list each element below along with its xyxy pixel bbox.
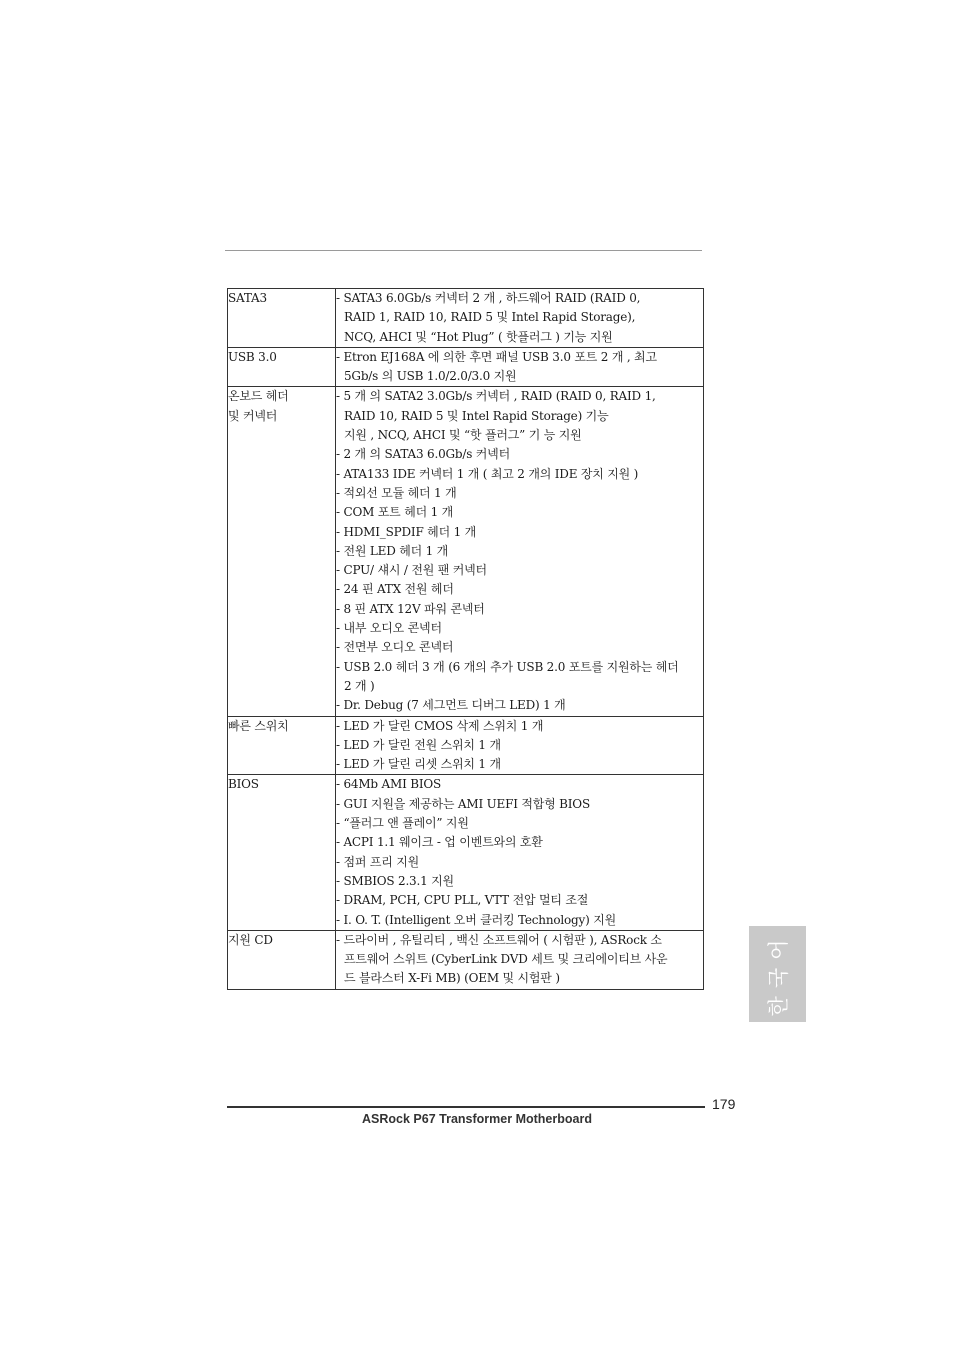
spec-item — [336, 911, 703, 930]
spec-item-text: - 2 개 의 SATA3 6.0Gb/s 커넥터 — [336, 447, 510, 462]
spec-label: 온보드 헤더 — [228, 389, 289, 404]
spec-item-text: - SMBIOS 2.3.1 지원 — [336, 873, 454, 888]
spec-label-cell — [228, 289, 336, 348]
spec-item-text: - LED 가 달린 리셋 스위치 1 개 — [336, 757, 501, 772]
spec-item-text: - COM 포트 헤더 1 개 — [336, 505, 454, 520]
spec-item-text: - 전원 LED 헤더 1 개 — [336, 543, 449, 558]
spec-item — [336, 289, 703, 347]
spec-item-text: - “플러그 앤 플레이” 지원 — [336, 816, 469, 831]
spec-item — [336, 465, 703, 484]
spec-item-continuation: 2 개 ) — [344, 678, 375, 693]
spec-items-cell — [336, 289, 704, 348]
spec-item — [336, 619, 703, 638]
spec-item — [336, 561, 703, 580]
spec-label-cell — [228, 775, 336, 930]
spec-item-continuation: RAID 10, RAID 5 및 Intel Rapid Storage) 기능 — [344, 408, 609, 423]
spec-item — [336, 542, 703, 561]
spec-row — [228, 716, 704, 775]
language-label: 한국어 — [766, 931, 791, 1017]
spec-item-text: - HDMI_SPDIF 헤더 1 개 — [336, 524, 477, 539]
spec-item-text: - SATA3 6.0Gb/s 커넥터 2 개 , 하드웨어 RAID (RAID 0, — [336, 291, 641, 305]
spec-item — [336, 931, 703, 989]
spec-item-text: - Etron EJ168A 에 의한 후면 패널 USB 3.0 포트 2 개 , 최고 — [336, 349, 657, 364]
spec-item-text: - 드라이버 , 유틸리티 , 백신 소프트웨어 ( 시험판 ), ASRock 소 — [336, 932, 662, 947]
spec-item-text: - CPU/ 섀시 / 전원 팬 커넥터 — [336, 563, 487, 578]
spec-item — [336, 833, 703, 852]
spec-label: 빠른 스위치 — [228, 718, 289, 733]
spec-items-cell — [336, 930, 704, 989]
spec-item-continuation: 5Gb/s 의 USB 1.0/2.0/3.0 지원 — [344, 369, 517, 384]
spec-item-text: - 내부 오디오 콘넥터 — [336, 621, 442, 636]
spec-row — [228, 347, 704, 387]
spec-item — [336, 891, 703, 910]
spec-item-text: - LED 가 달린 CMOS 삭제 스위치 1 개 — [336, 718, 544, 733]
spec-item-text: - 점퍼 프리 지원 — [336, 854, 420, 869]
spec-label-cell — [228, 347, 336, 387]
spec-item-text: - 8 핀 ATX 12V 파워 콘넥터 — [336, 601, 485, 616]
language-side-tab — [749, 926, 806, 1022]
spec-label: SATA3 — [228, 291, 267, 305]
spec-item-continuation: 지원 , NCQ, AHCI 및 “핫 플러그” 기 능 지원 — [344, 428, 582, 443]
spec-item — [336, 580, 703, 599]
spec-item-text: - 적외선 모듈 헤더 1 개 — [336, 485, 457, 500]
spec-label-cell — [228, 387, 336, 716]
top-rule — [225, 250, 702, 251]
spec-item — [336, 348, 703, 387]
spec-item — [336, 658, 703, 697]
spec-item — [336, 814, 703, 833]
spec-item — [336, 445, 703, 464]
spec-item — [336, 523, 703, 542]
spec-item — [336, 795, 703, 814]
spec-label: 지원 CD — [228, 932, 273, 947]
spec-item — [336, 638, 703, 657]
spec-item-text: - I. O. T. (Intelligent 오버 클러킹 Technology) 지원 — [336, 912, 616, 927]
spec-row — [228, 775, 704, 930]
spec-row — [228, 930, 704, 989]
spec-item — [336, 853, 703, 872]
spec-item — [336, 484, 703, 503]
spec-item-text: - 64Mb AMI BIOS — [336, 777, 442, 792]
spec-label-cell — [228, 716, 336, 775]
spec-item-continuation: NCQ, AHCI 및 “Hot Plug” ( 핫플러그 ) 기능 지원 — [344, 329, 613, 344]
spec-item-text: - GUI 지원을 제공하는 AMI UEFI 적합형 BIOS — [336, 796, 590, 811]
spec-item — [336, 600, 703, 619]
spec-item-continuation: 프트웨어 스위트 (CyberLink DVD 세트 및 크리에이티브 사운 — [344, 952, 668, 967]
spec-items-cell — [336, 387, 704, 716]
spec-item — [336, 696, 703, 715]
spec-item-text: - Dr. Debug (7 세그먼트 디버그 LED) 1 개 — [336, 698, 566, 713]
footer-rule — [227, 1106, 705, 1108]
spec-item — [336, 755, 703, 774]
spec-item-text: - LED 가 달린 전원 스위치 1 개 — [336, 737, 501, 752]
spec-item — [336, 717, 703, 736]
spec-item-text: - 전면부 오디오 콘넥터 — [336, 640, 454, 655]
spec-items-cell — [336, 775, 704, 930]
footer-title: ASRock P67 Transformer Motherboard — [362, 1112, 592, 1126]
spec-label: USB 3.0 — [228, 349, 277, 364]
spec-items-cell — [336, 347, 704, 387]
spec-item — [336, 387, 703, 445]
spec-item-text: - 5 개 의 SATA2 3.0Gb/s 커넥터 , RAID (RAID 0, RAID 1, — [336, 389, 656, 404]
spec-item-text: - 24 핀 ATX 전원 헤더 — [336, 582, 454, 597]
spec-items-cell — [336, 716, 704, 775]
spec-item-text: - ACPI 1.1 웨이크 - 업 이벤트와의 호환 — [336, 835, 543, 850]
spec-row — [228, 387, 704, 716]
spec-label: BIOS — [228, 777, 259, 792]
spec-table-body — [228, 289, 704, 990]
spec-item-text: - ATA133 IDE 커넥터 1 개 ( 최고 2 개의 IDE 장치 지원 ) — [336, 466, 639, 481]
spec-row — [228, 289, 704, 348]
spec-item-continuation: RAID 1, RAID 10, RAID 5 및 Intel Rapid Storage), — [344, 310, 636, 325]
spec-item — [336, 503, 703, 522]
spec-label-cell — [228, 930, 336, 989]
spec-item-text: - USB 2.0 헤더 3 개 (6 개의 추가 USB 2.0 포트를 지원하는 헤더 — [336, 659, 679, 674]
spec-table — [227, 288, 704, 990]
spec-item-continuation: 드 블라스터 X-Fi MB) (OEM 및 시험판 ) — [344, 971, 560, 986]
spec-item — [336, 775, 703, 794]
page-number: 179 — [712, 1096, 736, 1112]
spec-label: 및 커넥터 — [228, 408, 278, 423]
spec-item-text: - DRAM, PCH, CPU PLL, VTT 전압 멀티 조절 — [336, 893, 589, 908]
spec-item — [336, 736, 703, 755]
spec-item — [336, 872, 703, 891]
